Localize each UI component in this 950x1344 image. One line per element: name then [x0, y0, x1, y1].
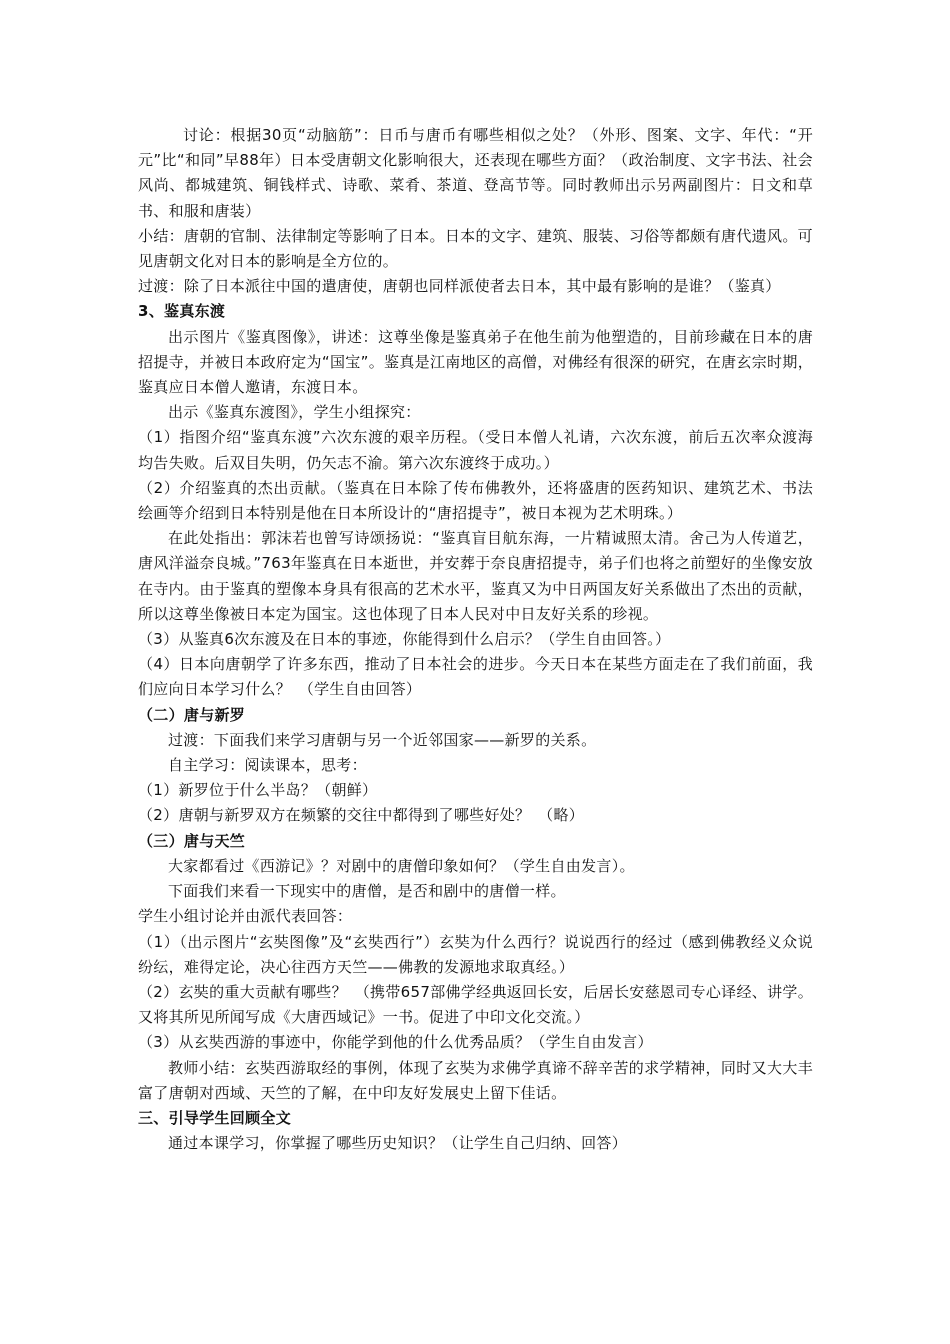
section-heading-review: 三、引导学生回顾全文 — [138, 1108, 292, 1127]
section-heading-tianzhu: （三）唐与天竺 — [138, 831, 246, 850]
review-question-paragraph: 通过本课学习，你掌握了哪些历史知识？（让学生自己归纳、回答） — [168, 1134, 628, 1153]
jianzhen-image-paragraph: 出示图片《鉴真图像》，讲述：这尊坐像是鉴真弟子在他生前为他塑造的，目前珍藏在日本的唐招提寺，并被日本政府定为“国宝”。鉴真是江南地区的高僧，对佛经有很深的研究，在唐玄宗时期，鉴真应日本僧人邀请，东渡日本。 — [138, 327, 813, 397]
section-heading-jianzhen: 3、鉴真东渡 — [138, 302, 226, 321]
xuanzang-question-1: （1）（出示图片“玄奘图像”及“玄奘西行”）玄奘为什么西行？说说西行的经过（感到佛教经义众说纷纭，难得定论，决心往西方天竺——佛教的发源地求取真经。） — [138, 932, 813, 976]
silla-transition-paragraph: 过渡：下面我们来学习唐朝与另一个近邻国家——新罗的关系。 — [168, 730, 597, 749]
real-monk-paragraph: 下面我们来看一下现实中的唐僧，是否和剧中的唐僧一样。 — [168, 882, 566, 901]
question-item-1: （1）指图介绍“鉴真东渡”六次东渡的艰辛历程。（受日本僧人礼请，六次东渡，前后五次率众渡海均告失败。后双目失明，仍矢志不渝。第六次东渡终于成功。） — [138, 428, 813, 472]
discussion-paragraph: 讨论：根据30页“动脑筋”：日币与唐币有哪些相似之处？（外形、图案、文字、年代：“开元”比“和同”早88年）日本受唐朝文化影响很大，还表现在哪些方面？（政治制度、文字书法、社会风尚、都城建筑、铜钱样式、诗歌、菜肴、茶道、登高节等。同时教师出示另两副图片：日文和草书、和服和唐装） — [138, 126, 813, 220]
question-item-3: （3）从鉴真6次东渡及在日本的事迹，你能得到什么启示？（学生自由回答。） — [138, 630, 671, 649]
jianzhen-map-paragraph: 出示《鉴真东渡图》，学生小组探究： — [168, 403, 421, 422]
guo-moruo-paragraph: 在此处指出：郭沫若也曾写诗颂扬说：“鉴真盲目航东海，一片精诚照太清。舍己为人传道艺，唐风洋溢奈良城。”763年鉴真在日本逝世，并安葬于奈良唐招提寺，弟子们也将之前塑好的坐像安放在寺内。由于鉴真的塑像本身具有很高的艺术水平，鉴真又为中日两国友好关系做出了杰出的贡献，所以这尊坐像被日本定为国宝。这也体现了日本人民对中日友好关系的珍视。 — [138, 529, 813, 623]
journey-west-paragraph: 大家都看过《西游记》？对剧中的唐僧印象如何？（学生自由发言）。 — [168, 856, 635, 875]
document-body — [138, 123, 813, 1156]
question-item-4: （4）日本向唐朝学了许多东西，推动了日本社会的进步。今天日本在某些方面走在了我们前面，我们应向日本学习什么？ （学生自由回答） — [138, 655, 813, 699]
summary-paragraph: 小结：唐朝的官制、法律制定等影响了日本。日本的文字、建筑、服装、习俗等都颇有唐代遗风。可见唐朝文化对日本的影响是全方位的。 — [138, 226, 813, 271]
xuanzang-question-2: （2）玄奘的重大贡献有哪些？ （携带657部佛学经典返回长安，后居长安慈恩司专心译经、讲学。又将其所见所闻写成《大唐西域记》一书。促进了中印文化交流。） — [138, 982, 813, 1027]
silla-question-1: （1）新罗位于什么半岛？（朝鲜） — [138, 781, 378, 800]
teacher-summary-paragraph: 教师小结：玄奘西游取经的事例，体现了玄奘为求佛学真谛不辞辛苦的求学精神，同时又大大丰富了唐朝对西域、天竺的了解，在中印友好发展史上留下佳话。 — [138, 1058, 813, 1102]
transition-paragraph: 过渡：除了日本派往中国的遣唐使，唐朝也同样派使者去日本，其中最有影响的是谁？（鉴真） — [138, 277, 781, 296]
question-item-2: （2）介绍鉴真的杰出贡献。（鉴真在日本除了传布佛教外，还将盛唐的医药知识、建筑艺术、书法绘画等介绍到日本特别是他在日本所设计的“唐招提寺”，被日本视为艺术明珠。） — [138, 478, 813, 523]
silla-question-2: （2）唐朝与新罗双方在频繁的交往中都得到了哪些好处？ （略） — [138, 806, 585, 825]
group-discussion-paragraph: 学生小组讨论并由派代表回答： — [138, 907, 353, 926]
xuanzang-question-3: （3）从玄奘西游的事迹中，你能学到他的什么优秀品质？（学生自由发言） — [138, 1033, 653, 1052]
section-heading-silla: （二）唐与新罗 — [138, 705, 246, 724]
self-study-paragraph: 自主学习：阅读课本，思考： — [168, 756, 367, 775]
